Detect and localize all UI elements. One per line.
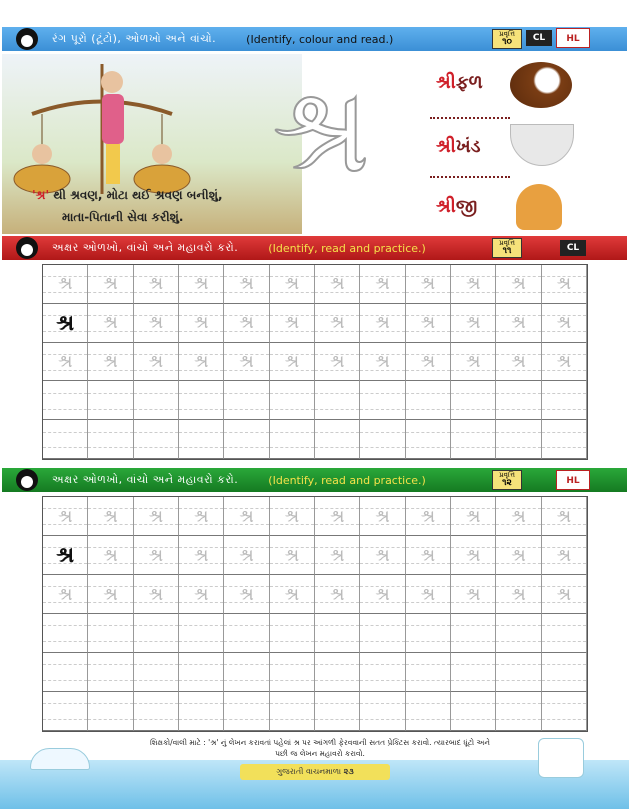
trace-cell: શ્ર <box>360 304 405 343</box>
blank-cell <box>88 692 133 731</box>
coconut-icon <box>510 62 572 108</box>
trace-cell: શ્ર <box>134 536 179 575</box>
trace-cell: શ્ર <box>496 343 541 382</box>
trace-cell: શ્ર <box>270 536 315 575</box>
trace-cell: શ્ર <box>496 536 541 575</box>
trace-cell: શ્ર <box>542 575 587 614</box>
trace-cell: શ્ર <box>88 343 133 382</box>
quoted-letter: 'શ્ર' <box>32 188 50 202</box>
trace-cell: શ્ર <box>542 265 587 304</box>
blank-cell <box>451 381 496 420</box>
blank-cell <box>406 614 451 653</box>
trace-cell: શ્ર <box>179 265 224 304</box>
trace-cell: શ્ર <box>270 343 315 382</box>
trace-cell: શ્ર <box>451 265 496 304</box>
practice-grid-1 <box>42 264 588 460</box>
trace-cell: શ્ર <box>224 265 269 304</box>
blank-cell <box>134 420 179 459</box>
blank-cell <box>179 381 224 420</box>
blank-cell <box>43 381 88 420</box>
blank-cell <box>43 420 88 459</box>
trace-cell: શ્ર <box>270 575 315 614</box>
blank-cell <box>179 653 224 692</box>
blank-cell <box>360 653 405 692</box>
trace-cell: શ્ર <box>134 304 179 343</box>
hl-label: HL <box>556 28 590 48</box>
blank-cell <box>406 420 451 459</box>
blank-cell <box>43 614 88 653</box>
blank-cell <box>542 692 587 731</box>
blank-cell <box>88 653 133 692</box>
blank-cell <box>179 692 224 731</box>
trace-cell: શ્ર <box>406 343 451 382</box>
blank-cell <box>360 614 405 653</box>
blank-cell <box>496 614 541 653</box>
blank-cell <box>134 653 179 692</box>
blank-cell <box>360 381 405 420</box>
trace-cell: શ્ર <box>88 575 133 614</box>
blank-cell <box>542 653 587 692</box>
blank-cell <box>270 381 315 420</box>
note-line1: શિક્ષકો/વાલી માટે : 'શ્ર' નું લેખન કરાવતાં પહેલાં શ્ર પર આંગળી ફેરવવાની સતત પ્રેક્ટિસ કરાવો. ત્યારબાદ ધૂંટો અને <box>150 738 490 747</box>
blank-cell <box>542 614 587 653</box>
blank-cell <box>542 381 587 420</box>
footer-note <box>100 737 540 759</box>
section1-instruction-en: (Identify, colour and read.) <box>246 32 394 46</box>
blank-cell <box>270 653 315 692</box>
trace-cell: શ્ર <box>224 304 269 343</box>
iceberg-icon <box>30 748 90 770</box>
blank-cell <box>360 692 405 731</box>
blank-cell <box>224 420 269 459</box>
hero-sentence <box>32 184 223 228</box>
blank-cell <box>315 614 360 653</box>
trace-cell: શ્ર <box>224 497 269 536</box>
trace-cell: શ્ર <box>88 304 133 343</box>
trace-cell: શ્ર <box>542 536 587 575</box>
trace-cell: શ્ર <box>542 304 587 343</box>
trace-cell: શ્ર <box>179 575 224 614</box>
trace-cell: શ્ર <box>406 265 451 304</box>
blank-cell <box>134 692 179 731</box>
trace-cell: શ્ર <box>542 343 587 382</box>
dotted-line <box>430 117 510 119</box>
practice-grid-2 <box>42 496 588 732</box>
trace-cell: શ્ર <box>451 536 496 575</box>
blank-cell <box>134 614 179 653</box>
blank-cell <box>542 420 587 459</box>
book-title: ગુજરાતી વાચનમાળા <box>276 767 342 776</box>
trace-cell: શ્ર <box>270 497 315 536</box>
section2-header <box>2 236 627 260</box>
blank-cell <box>224 381 269 420</box>
shrinathji-icon <box>516 184 562 230</box>
dotted-line <box>430 176 510 178</box>
trace-cell: શ્ર <box>134 575 179 614</box>
trace-cell: શ્ર <box>406 575 451 614</box>
trace-cell: શ્ર <box>496 497 541 536</box>
blank-cell <box>315 653 360 692</box>
blank-cell <box>496 653 541 692</box>
trace-cell: શ્ર <box>43 536 88 575</box>
blank-cell <box>406 381 451 420</box>
blank-cell <box>224 692 269 731</box>
page-footer <box>240 764 390 780</box>
page-number: ૨૩ <box>343 767 354 776</box>
trace-cell: શ્ર <box>270 304 315 343</box>
trace-cell: શ્ર <box>179 343 224 382</box>
trace-cell: શ્ર <box>315 536 360 575</box>
trace-cell: શ્ર <box>360 343 405 382</box>
blank-cell <box>451 653 496 692</box>
trace-cell: શ્ર <box>496 304 541 343</box>
big-letter: શ્ર <box>272 61 370 200</box>
trace-cell: શ્ર <box>451 343 496 382</box>
trace-cell: શ્ર <box>88 536 133 575</box>
blank-cell <box>43 653 88 692</box>
trace-cell: શ્ર <box>43 497 88 536</box>
trace-cell: શ્ર <box>315 265 360 304</box>
blank-cell <box>496 692 541 731</box>
blank-cell <box>451 420 496 459</box>
word-shriji: શ્રીજી <box>436 196 478 217</box>
section2-instruction-en: (Identify, read and practice.) <box>268 241 426 255</box>
trace-cell: શ્ર <box>360 497 405 536</box>
shrikhand-bowl-icon <box>510 124 574 166</box>
blank-cell <box>315 381 360 420</box>
blank-cell <box>270 692 315 731</box>
trace-cell: શ્ર <box>179 304 224 343</box>
big-letter-trace <box>272 61 390 216</box>
section1-instruction-gu: રંગ પૂરો (ટૂંટો), ઓળખો અને વાંચો. <box>52 32 217 45</box>
blank-cell <box>88 420 133 459</box>
trace-cell: શ્ર <box>43 304 88 343</box>
trace-cell: શ્ર <box>88 497 133 536</box>
blank-cell <box>406 692 451 731</box>
penguin-icon <box>16 237 38 259</box>
cl-label: CL <box>526 30 552 46</box>
cl-label: CL <box>560 240 586 256</box>
trace-cell: શ્ર <box>542 497 587 536</box>
trace-cell: શ્ર <box>88 265 133 304</box>
trace-cell: શ્ર <box>360 265 405 304</box>
trace-cell: શ્ર <box>224 575 269 614</box>
trace-cell: શ્ર <box>134 265 179 304</box>
blank-cell <box>315 692 360 731</box>
trace-cell: શ્ર <box>315 343 360 382</box>
blank-cell <box>451 692 496 731</box>
trace-cell: શ્ર <box>43 575 88 614</box>
blank-cell <box>406 653 451 692</box>
sentence-line1: થી શ્રવણ, મોટા થઈ શ્રવણ બનીશું, <box>49 188 223 202</box>
sentence-line2: માતા-પિતાની સેવા કરીશું. <box>62 210 184 224</box>
trace-cell: શ્ર <box>43 343 88 382</box>
penguin-icon <box>16 28 38 50</box>
trace-cell: શ્ર <box>43 265 88 304</box>
trace-cell: શ્ર <box>224 536 269 575</box>
trace-cell: શ્ર <box>451 575 496 614</box>
blank-cell <box>88 381 133 420</box>
trace-cell: શ્ર <box>496 265 541 304</box>
trace-cell: શ્ર <box>315 304 360 343</box>
trace-cell: શ્ર <box>451 497 496 536</box>
blank-cell <box>315 420 360 459</box>
hero-illustration <box>2 54 302 234</box>
blank-cell <box>360 420 405 459</box>
word-shriphal: શ્રીફળ <box>436 72 483 93</box>
blank-cell <box>179 420 224 459</box>
trace-cell: શ્ર <box>496 575 541 614</box>
trace-cell: શ્ર <box>270 265 315 304</box>
section2-instruction-gu: અક્ષર ઓળખો, વાંચો અને મહાવરો કરો. <box>52 241 239 254</box>
trace-cell: શ્ર <box>224 343 269 382</box>
blank-cell <box>451 614 496 653</box>
blank-cell <box>88 614 133 653</box>
blank-cell <box>179 614 224 653</box>
blank-cell <box>224 653 269 692</box>
blank-cell <box>224 614 269 653</box>
section3-instruction-gu: અક્ષર ઓળખો, વાંચો અને મહાવરો કરો. <box>52 473 239 486</box>
blank-cell <box>496 420 541 459</box>
trace-cell: શ્ર <box>360 575 405 614</box>
trace-cell: શ્ર <box>134 343 179 382</box>
hl-label: HL <box>556 470 590 490</box>
trace-cell: શ્ર <box>134 497 179 536</box>
trace-cell: શ્ર <box>315 575 360 614</box>
trace-cell: શ્ર <box>406 497 451 536</box>
note-line2: પછી જ લેખન મહાવરો કરાવો. <box>275 749 365 758</box>
activity-badge-10: પ્રવૃત્તિ ૧૦ <box>492 29 522 49</box>
blank-cell <box>270 420 315 459</box>
trace-cell: શ્ર <box>451 304 496 343</box>
activity-badge-12: પ્રવૃત્તિ ૧૨ <box>492 470 522 490</box>
blank-cell <box>134 381 179 420</box>
blank-cell <box>496 381 541 420</box>
section3-header <box>2 468 627 492</box>
trace-cell: શ્ર <box>406 304 451 343</box>
trace-cell: શ્ર <box>315 497 360 536</box>
blank-cell <box>43 692 88 731</box>
trace-cell: શ્ર <box>179 497 224 536</box>
penguin-on-ice-icon <box>538 738 584 778</box>
trace-cell: શ્ર <box>179 536 224 575</box>
trace-cell: શ્ર <box>406 536 451 575</box>
trace-cell: શ્ર <box>360 536 405 575</box>
activity-badge-11: પ્રવૃત્તિ ૧૧ <box>492 238 522 258</box>
penguin-icon <box>16 469 38 491</box>
section3-instruction-en: (Identify, read and practice.) <box>268 473 426 487</box>
word-shrikhand: શ્રીખંડ <box>436 136 481 157</box>
blank-cell <box>270 614 315 653</box>
